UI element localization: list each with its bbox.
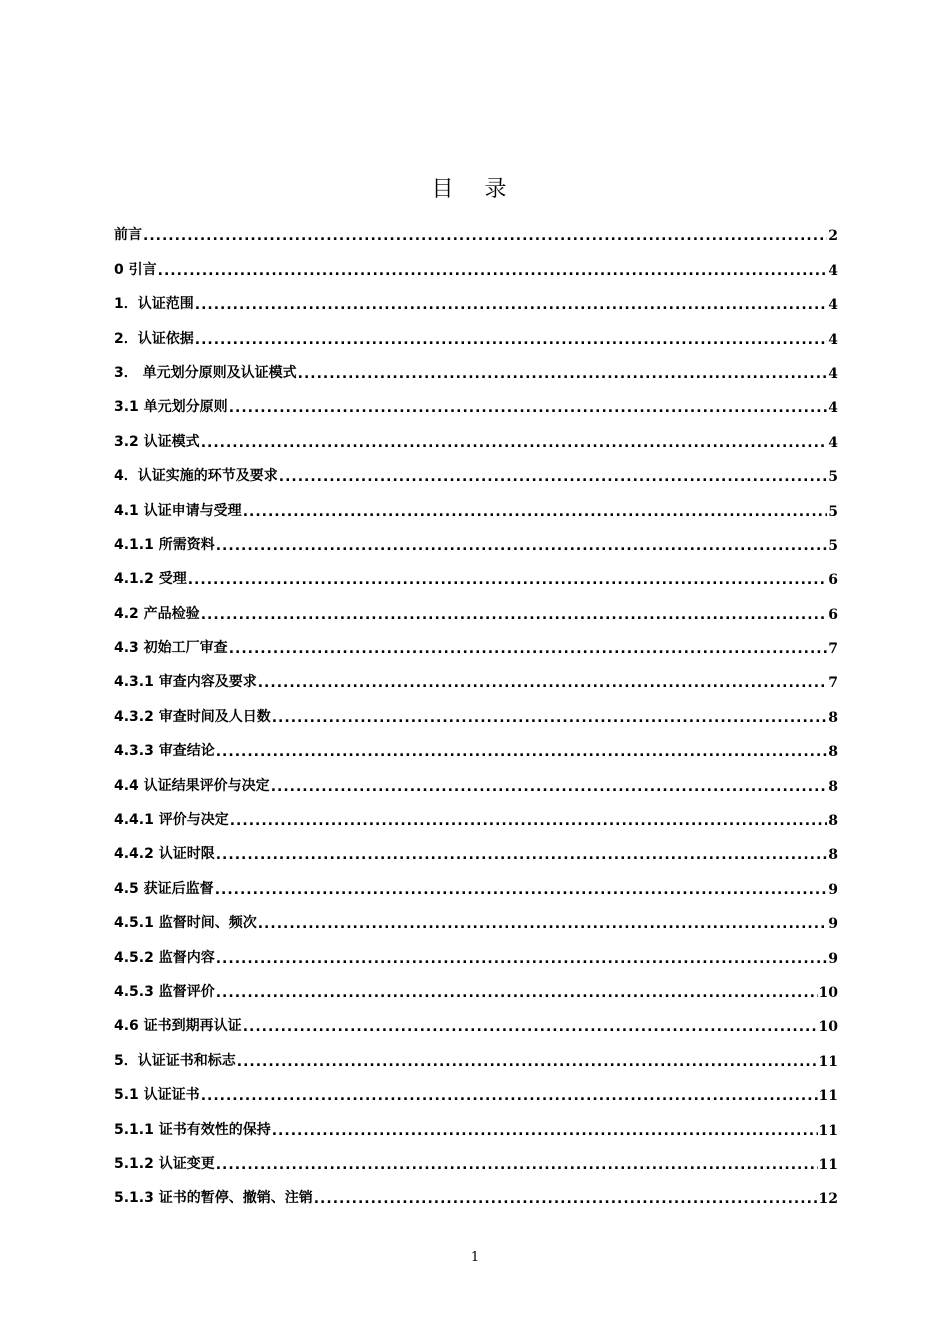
toc-entry-label: 4.4.1 评价与决定: [114, 812, 229, 829]
toc-dot-leader: [215, 882, 828, 898]
toc-entry[interactable]: [114, 491, 838, 525]
toc-dot-leader: [243, 1019, 818, 1035]
toc-entry-label: 5．认证证书和标志: [114, 1052, 236, 1069]
toc-entry-page: 8: [828, 847, 838, 864]
toc-entry-page: 6: [828, 572, 838, 589]
toc-dot-leader: [158, 263, 828, 279]
toc-dot-leader: [201, 607, 828, 623]
toc-entry-label: 4.1 认证申请与受理: [114, 502, 242, 519]
toc-entry-label: 4.5.1 监督时间、频次: [114, 915, 257, 932]
toc-entry-label: 4.3 初始工厂审查: [114, 640, 228, 657]
toc-entry[interactable]: [114, 732, 838, 766]
toc-entry-page: 9: [828, 881, 838, 898]
toc-dot-leader: [216, 1157, 818, 1173]
toc-dot-leader: [201, 435, 828, 451]
toc-entry-label: 3.2 认证模式: [114, 433, 200, 450]
toc-entry-label: 4.3.1 审查内容及要求: [114, 674, 257, 691]
toc-entry-label: 4.4.2 认证时限: [114, 846, 215, 863]
toc-dot-leader: [216, 951, 828, 967]
toc-entry-page: 6: [828, 606, 838, 623]
toc-entry[interactable]: [114, 526, 838, 560]
toc-entry-page: 5: [828, 537, 838, 554]
toc-dot-leader: [272, 1123, 818, 1139]
toc-dot-leader: [216, 744, 828, 760]
toc-dot-leader: [298, 366, 828, 382]
toc-entry[interactable]: [114, 904, 838, 938]
toc-entry[interactable]: [114, 594, 838, 628]
toc-dot-leader: [229, 641, 828, 657]
toc-entry-page: 8: [828, 709, 838, 726]
toc-entry-label: 5.1.1 证书有效性的保持: [114, 1121, 271, 1138]
toc-entry-page: 2: [828, 228, 838, 245]
toc-entry-label: 4.5 获证后监督: [114, 880, 214, 897]
toc-entry-label: 前言: [114, 227, 142, 244]
toc-title: 目 录: [431, 177, 519, 202]
toc-entry-page: 4: [828, 297, 838, 314]
toc-entry-page: 4: [828, 365, 838, 382]
toc-entry[interactable]: [114, 938, 838, 972]
toc-entry[interactable]: [114, 354, 838, 388]
toc-entry-page: 8: [828, 778, 838, 795]
toc-entry-page: 12: [818, 1191, 838, 1208]
toc-dot-leader: [314, 1191, 818, 1207]
toc-entry[interactable]: [114, 285, 838, 319]
toc-entry[interactable]: [114, 319, 838, 353]
toc-entry[interactable]: [114, 457, 838, 491]
toc-dot-leader: [195, 297, 828, 313]
toc-entry-label: 4.5.3 监督评价: [114, 983, 215, 1000]
toc-entry-label: 1．认证范围: [114, 296, 194, 313]
toc-entry-label: 4.5.2 监督内容: [114, 949, 215, 966]
toc-entry[interactable]: [114, 973, 838, 1007]
toc-dot-leader: [143, 228, 827, 244]
toc-entry-page: 9: [828, 916, 838, 933]
toc-entry-page: 8: [828, 744, 838, 761]
toc-entry[interactable]: [114, 560, 838, 594]
toc-entry-page: 7: [828, 675, 838, 692]
toc-dot-leader: [216, 847, 828, 863]
toc-entry-label: 3． 单元划分原则及认证模式: [114, 364, 297, 381]
toc-entry-page: 4: [828, 331, 838, 348]
toc-entry[interactable]: [114, 869, 838, 903]
toc-entry[interactable]: [114, 1076, 838, 1110]
toc-entry[interactable]: [114, 629, 838, 663]
toc-entry[interactable]: [114, 697, 838, 731]
toc-entry-page: 11: [818, 1053, 838, 1070]
toc-entry-page: 7: [828, 641, 838, 658]
toc-dot-leader: [258, 675, 828, 691]
toc-entry-label: 4.3.2 审查时间及人日数: [114, 708, 271, 725]
toc-entry[interactable]: [114, 766, 838, 800]
toc-entry-label: 5.1.3 证书的暂停、撤销、注销: [114, 1190, 313, 1207]
toc-entry-page: 11: [818, 1088, 838, 1105]
toc-entry[interactable]: [114, 216, 838, 250]
toc-entry-label: 4.1.1 所需资料: [114, 536, 215, 553]
toc-entry-page: 10: [818, 984, 838, 1001]
toc-dot-leader: [230, 813, 828, 829]
toc-entry[interactable]: [114, 388, 838, 422]
toc-dot-leader: [271, 779, 828, 795]
toc-entry[interactable]: [114, 250, 838, 284]
toc-entry-label: 2．认证依据: [114, 330, 194, 347]
toc-dot-leader: [195, 332, 828, 348]
toc-entry-page: 4: [828, 400, 838, 417]
toc-dot-leader: [201, 1088, 818, 1104]
toc-entry-label: 5.1.2 认证变更: [114, 1155, 215, 1172]
toc-entry-label: 4.4 认证结果评价与决定: [114, 777, 270, 794]
toc-entry[interactable]: [114, 1041, 838, 1075]
toc-entry[interactable]: [114, 835, 838, 869]
toc-entry-page: 4: [828, 434, 838, 451]
toc-entry-label: 4．认证实施的环节及要求: [114, 468, 278, 485]
toc-entry[interactable]: [114, 1179, 838, 1213]
toc-entry-label: 4.6 证书到期再认证: [114, 1018, 242, 1035]
toc-entry-page: 11: [818, 1122, 838, 1139]
toc-entry[interactable]: [114, 1110, 838, 1144]
toc-entry-page: 5: [828, 503, 838, 520]
toc-entry-page: 10: [818, 1019, 838, 1036]
toc-entry-label: 4.1.2 受理: [114, 571, 187, 588]
toc-entry-page: 9: [828, 950, 838, 967]
toc-dot-leader: [216, 985, 818, 1001]
toc-entry-label: 0 引言: [114, 261, 157, 278]
toc-entry-label: 4.3.3 审查结论: [114, 743, 215, 760]
toc-list: [114, 216, 838, 1213]
toc-entry-page: 4: [828, 262, 838, 279]
toc-entry[interactable]: [114, 1145, 838, 1179]
toc-entry[interactable]: [114, 422, 838, 456]
toc-entry-label: 4.2 产品检验: [114, 605, 200, 622]
page-number: 1: [470, 1250, 480, 1265]
toc-dot-leader: [272, 710, 828, 726]
toc-dot-leader: [216, 538, 828, 554]
toc-entry-label: 3.1 单元划分原则: [114, 399, 228, 416]
toc-dot-leader: [237, 1054, 818, 1070]
toc-entry[interactable]: [114, 1007, 838, 1041]
toc-entry-label: 5.1 认证证书: [114, 1087, 200, 1104]
toc-dot-leader: [188, 572, 828, 588]
toc-dot-leader: [243, 504, 828, 520]
toc-entry-page: 5: [828, 469, 838, 486]
toc-entry-page: 11: [818, 1156, 838, 1173]
toc-entry[interactable]: [114, 663, 838, 697]
toc-entry-page: 8: [828, 813, 838, 830]
toc-entry[interactable]: [114, 801, 838, 835]
toc-dot-leader: [258, 916, 828, 932]
toc-dot-leader: [279, 469, 828, 485]
toc-dot-leader: [229, 400, 828, 416]
